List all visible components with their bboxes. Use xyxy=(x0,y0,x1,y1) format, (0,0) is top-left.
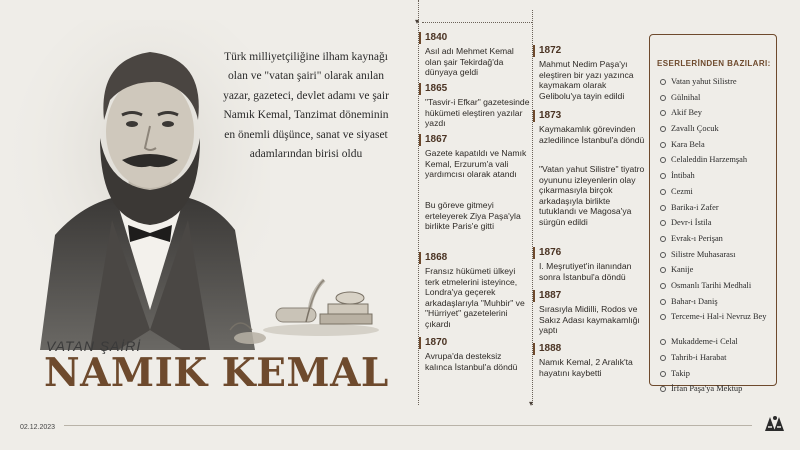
works-item: Mukaddeme-i Celal xyxy=(660,337,766,353)
timeline-connector xyxy=(422,22,532,23)
timeline-entry xyxy=(533,290,645,336)
intro-paragraph: Türk milliyetçiliğine ilham kaynağı olan ve "vatan şairi" olarak anılan yazar, gazeteci, devlet adamı ve şair Namık Kemal, Tanzimat döneminin en önemli düşünce, sanat ve siyaset adamlarından birisi oldu xyxy=(223,51,389,161)
timeline-entry xyxy=(533,45,645,101)
works-item: Takip xyxy=(660,369,766,385)
timeline-year: 1870 xyxy=(425,337,448,348)
works-item: Celaleddin Harzemşah xyxy=(660,155,766,171)
timeline-year: 1865 xyxy=(425,83,448,94)
timeline-text: Avrupa'da desteksiz kalınca İstanbul'a döndü xyxy=(425,351,518,372)
timeline-entry xyxy=(419,32,531,78)
works-item: Silistre Muhasarası xyxy=(660,250,766,266)
works-item: Tahrib-i Harabat xyxy=(660,353,766,369)
timeline-text: Mahmut Nedim Paşa'yı eleştiren bir yazı yazınca kaymakam olarak Gelibolu'ya tayin edildi xyxy=(539,59,634,101)
timeline-text: Fransız hükümeti ülkeyi terk etmelerini isteyince, Londra'ya geçerek arkadaşlarıyla "Muhbir" ve "Hürriyet" gazetelerini çıkardı xyxy=(425,266,525,329)
timeline-year: 1888 xyxy=(539,343,562,354)
works-item: Vatan yahut Silistre xyxy=(660,77,766,93)
timeline-entry xyxy=(419,134,531,180)
works-item: İntibah xyxy=(660,171,766,187)
works-item: Bahar-ı Daniş xyxy=(660,297,766,313)
timeline-year: 1868 xyxy=(425,252,448,263)
works-item: Akif Bey xyxy=(660,108,766,124)
page-title: NAMIK KEMAL xyxy=(44,350,389,396)
works-item: Terceme-i Hal-i Nevruz Bey xyxy=(660,312,766,337)
works-panel xyxy=(649,34,777,394)
timeline-text: I. Meşrutiyet'in ilanından sonra İstanbul'a döndü xyxy=(539,261,632,282)
works-title: ESERLERİNDEN BAZILARI: xyxy=(657,59,771,68)
timeline-entry xyxy=(419,252,531,330)
footer-divider xyxy=(64,425,752,426)
timeline-year: 1873 xyxy=(539,110,562,121)
timeline-text: Kaymakamlık görevinden azledilince İstanbul'a döndü xyxy=(539,124,645,145)
timeline-text: Asıl adı Mehmet Kemal olan şair Tekirdağ'da dünyaya geldi xyxy=(425,46,514,78)
timeline-entry xyxy=(533,247,645,282)
works-item: Devr-i İstila xyxy=(660,218,766,234)
timeline-year: 1876 xyxy=(539,247,562,258)
timeline-end-arrow-icon: ▾ xyxy=(529,399,534,408)
timeline-entry xyxy=(533,110,645,145)
subtitle: VATAN ŞAİRİ xyxy=(46,338,142,354)
works-item: Kara Bela xyxy=(660,140,766,156)
timeline-arrow-icon: ▾ xyxy=(415,17,420,26)
works-item: Gülnihal xyxy=(660,93,766,109)
timeline-year: 1867 xyxy=(425,134,448,145)
timeline-text: Sırasıyla Midilli, Rodos ve Sakız Adası kaymakamlığı yaptı xyxy=(539,304,640,336)
timeline-text: Namık Kemal, 2 Aralık'ta hayatını kaybetti xyxy=(539,357,633,378)
timeline-year: 1872 xyxy=(539,45,562,56)
timeline-text-extra: Bu göreve gitmeyi erteleyerek Ziya Paşa'yla birlikte Paris'e gitti xyxy=(425,200,521,232)
works-item: Kanije xyxy=(660,265,766,281)
publish-date: 02.12.2023 xyxy=(20,424,56,431)
timeline-year: 1840 xyxy=(425,32,448,43)
works-item: Zavallı Çocuk xyxy=(660,124,766,140)
works-item: Barika-i Zafer xyxy=(660,203,766,219)
timeline-entry xyxy=(419,337,531,372)
works-item: Cezmi xyxy=(660,187,766,203)
works-list xyxy=(660,77,766,400)
books-and-quill-illustration xyxy=(262,278,380,336)
timeline-text-extra: "Vatan yahut Silistre" tiyatro oyununu izleyenlerin olay çıkarmasıyla birçok arkadaşıyla birlikte tutuklandı ve Magosa'ya sürgün edildi xyxy=(539,164,645,227)
works-item: Evrak-ı Perişan xyxy=(660,234,766,250)
timeline-text: "Tasvir-i Efkar" gazetesinde hükümeti eleştiren yazılar yazdı xyxy=(425,97,530,129)
aa-logo-icon xyxy=(764,414,786,432)
timeline-text: Gazete kapatıldı ve Namık Kemal, Erzurum'a vali yardımcısı olarak atandı xyxy=(425,148,527,180)
timeline-entry xyxy=(533,343,645,378)
works-item: Osmanlı Tarihi Medhali xyxy=(660,281,766,297)
timeline-entry xyxy=(419,83,531,129)
timeline-year: 1887 xyxy=(539,290,562,301)
works-item: İrfan Paşa'ya Mektup xyxy=(660,384,766,400)
